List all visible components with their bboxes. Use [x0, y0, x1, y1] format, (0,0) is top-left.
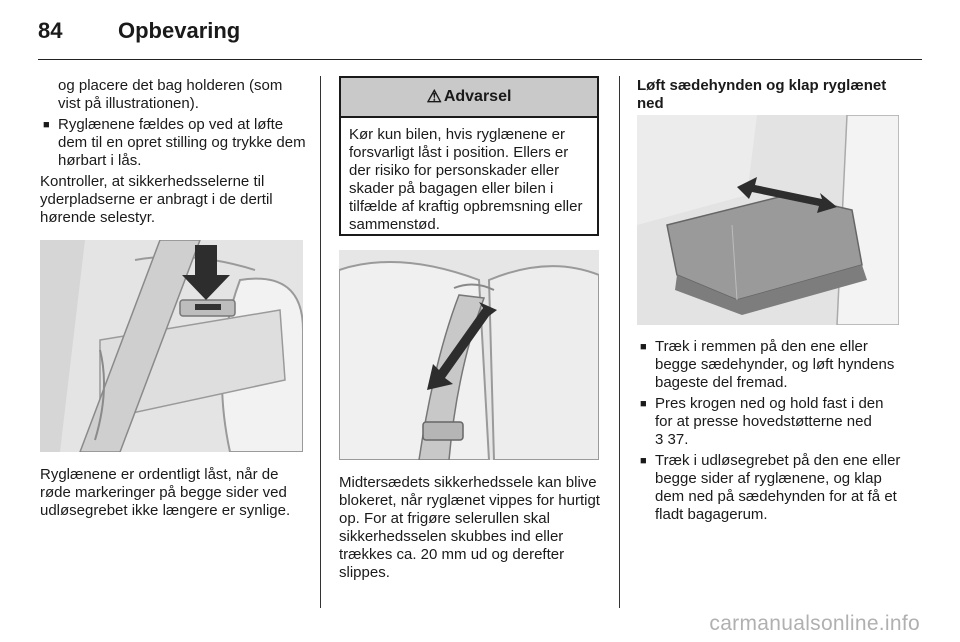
warning-title: Advarsel [443, 88, 512, 105]
seatbelt-guide-illustration [40, 240, 303, 452]
column-1 [40, 77, 306, 227]
watermark: carmanualsonline.info [709, 612, 920, 635]
page-title: Opbevaring [118, 18, 241, 43]
header-rule [38, 59, 922, 60]
seat-cushion-illustration [637, 115, 899, 325]
warning-triangle-icon: ⚠ [426, 87, 442, 106]
warning-text: Kør kun bilen, hvis ryglænene er forsvarligt låst i position. Ellers er der risiko for personskader eller skader på bagagen eller bilen i tilfælde af kraftig opbremsning eller sammenstød. [349, 126, 583, 233]
col3-heading: Løft sædehynden og klap ryglænet ned [637, 77, 887, 112]
col3-bullet-1: ■ Træk i remmen på den ene eller begge sædehynder, og løft hyndens bageste del fremad. [637, 338, 905, 392]
column-3-heading [637, 77, 903, 113]
col1-caption: Ryglænene er ordentligt låst, når de røde markeringer på begge sider ved udløsegrebet ikke længere er synlige. [40, 466, 291, 519]
col3-bullet-2-ref[interactable]: 3 37. [655, 431, 689, 448]
col1-bullet-1: ■ Ryglænene fældes op ved at løfte dem til en opret stilling og trykke dem hørbart i lås. [40, 116, 306, 170]
col3-bullet-2-text: Pres krogen ned og hold fast i den for at presse hovedstøtterne ned [655, 395, 884, 430]
col3-bullet-2 [637, 395, 905, 449]
warning-box [339, 76, 599, 236]
col1-paragraph-1: og placere det bag holderen (som vist på illustrationen). [58, 77, 283, 112]
center-belt-illustration [339, 250, 599, 460]
column-2-text [339, 474, 605, 582]
column-divider-2 [619, 76, 620, 608]
page-header [0, 0, 960, 60]
col1-caption-block [40, 466, 306, 520]
page-number: 84 [38, 18, 63, 43]
column-3-list [637, 338, 905, 524]
col3-bullet-3: ■ Træk i udløsegrebet på den ene eller begge sider af ryglænene, og klap dem ned på sædehynden for at få et fladt bagagerum. [637, 452, 905, 524]
col1-paragraph-2: Kontroller, at sikkerhedsselerne til yderpladserne er anbragt i de dertil hørende selestyr. [40, 173, 273, 226]
warning-header [341, 78, 597, 118]
col2-paragraph: Midtersædets sikkerhedssele kan blive blokeret, når ryglænet vippes for hurtigt op. For at frigøre selerullen skal sikkerhedsselen skubbes ind eller trækkes ca. 20 mm ud og derefter slippes. [339, 474, 600, 581]
column-divider-1 [320, 76, 321, 608]
